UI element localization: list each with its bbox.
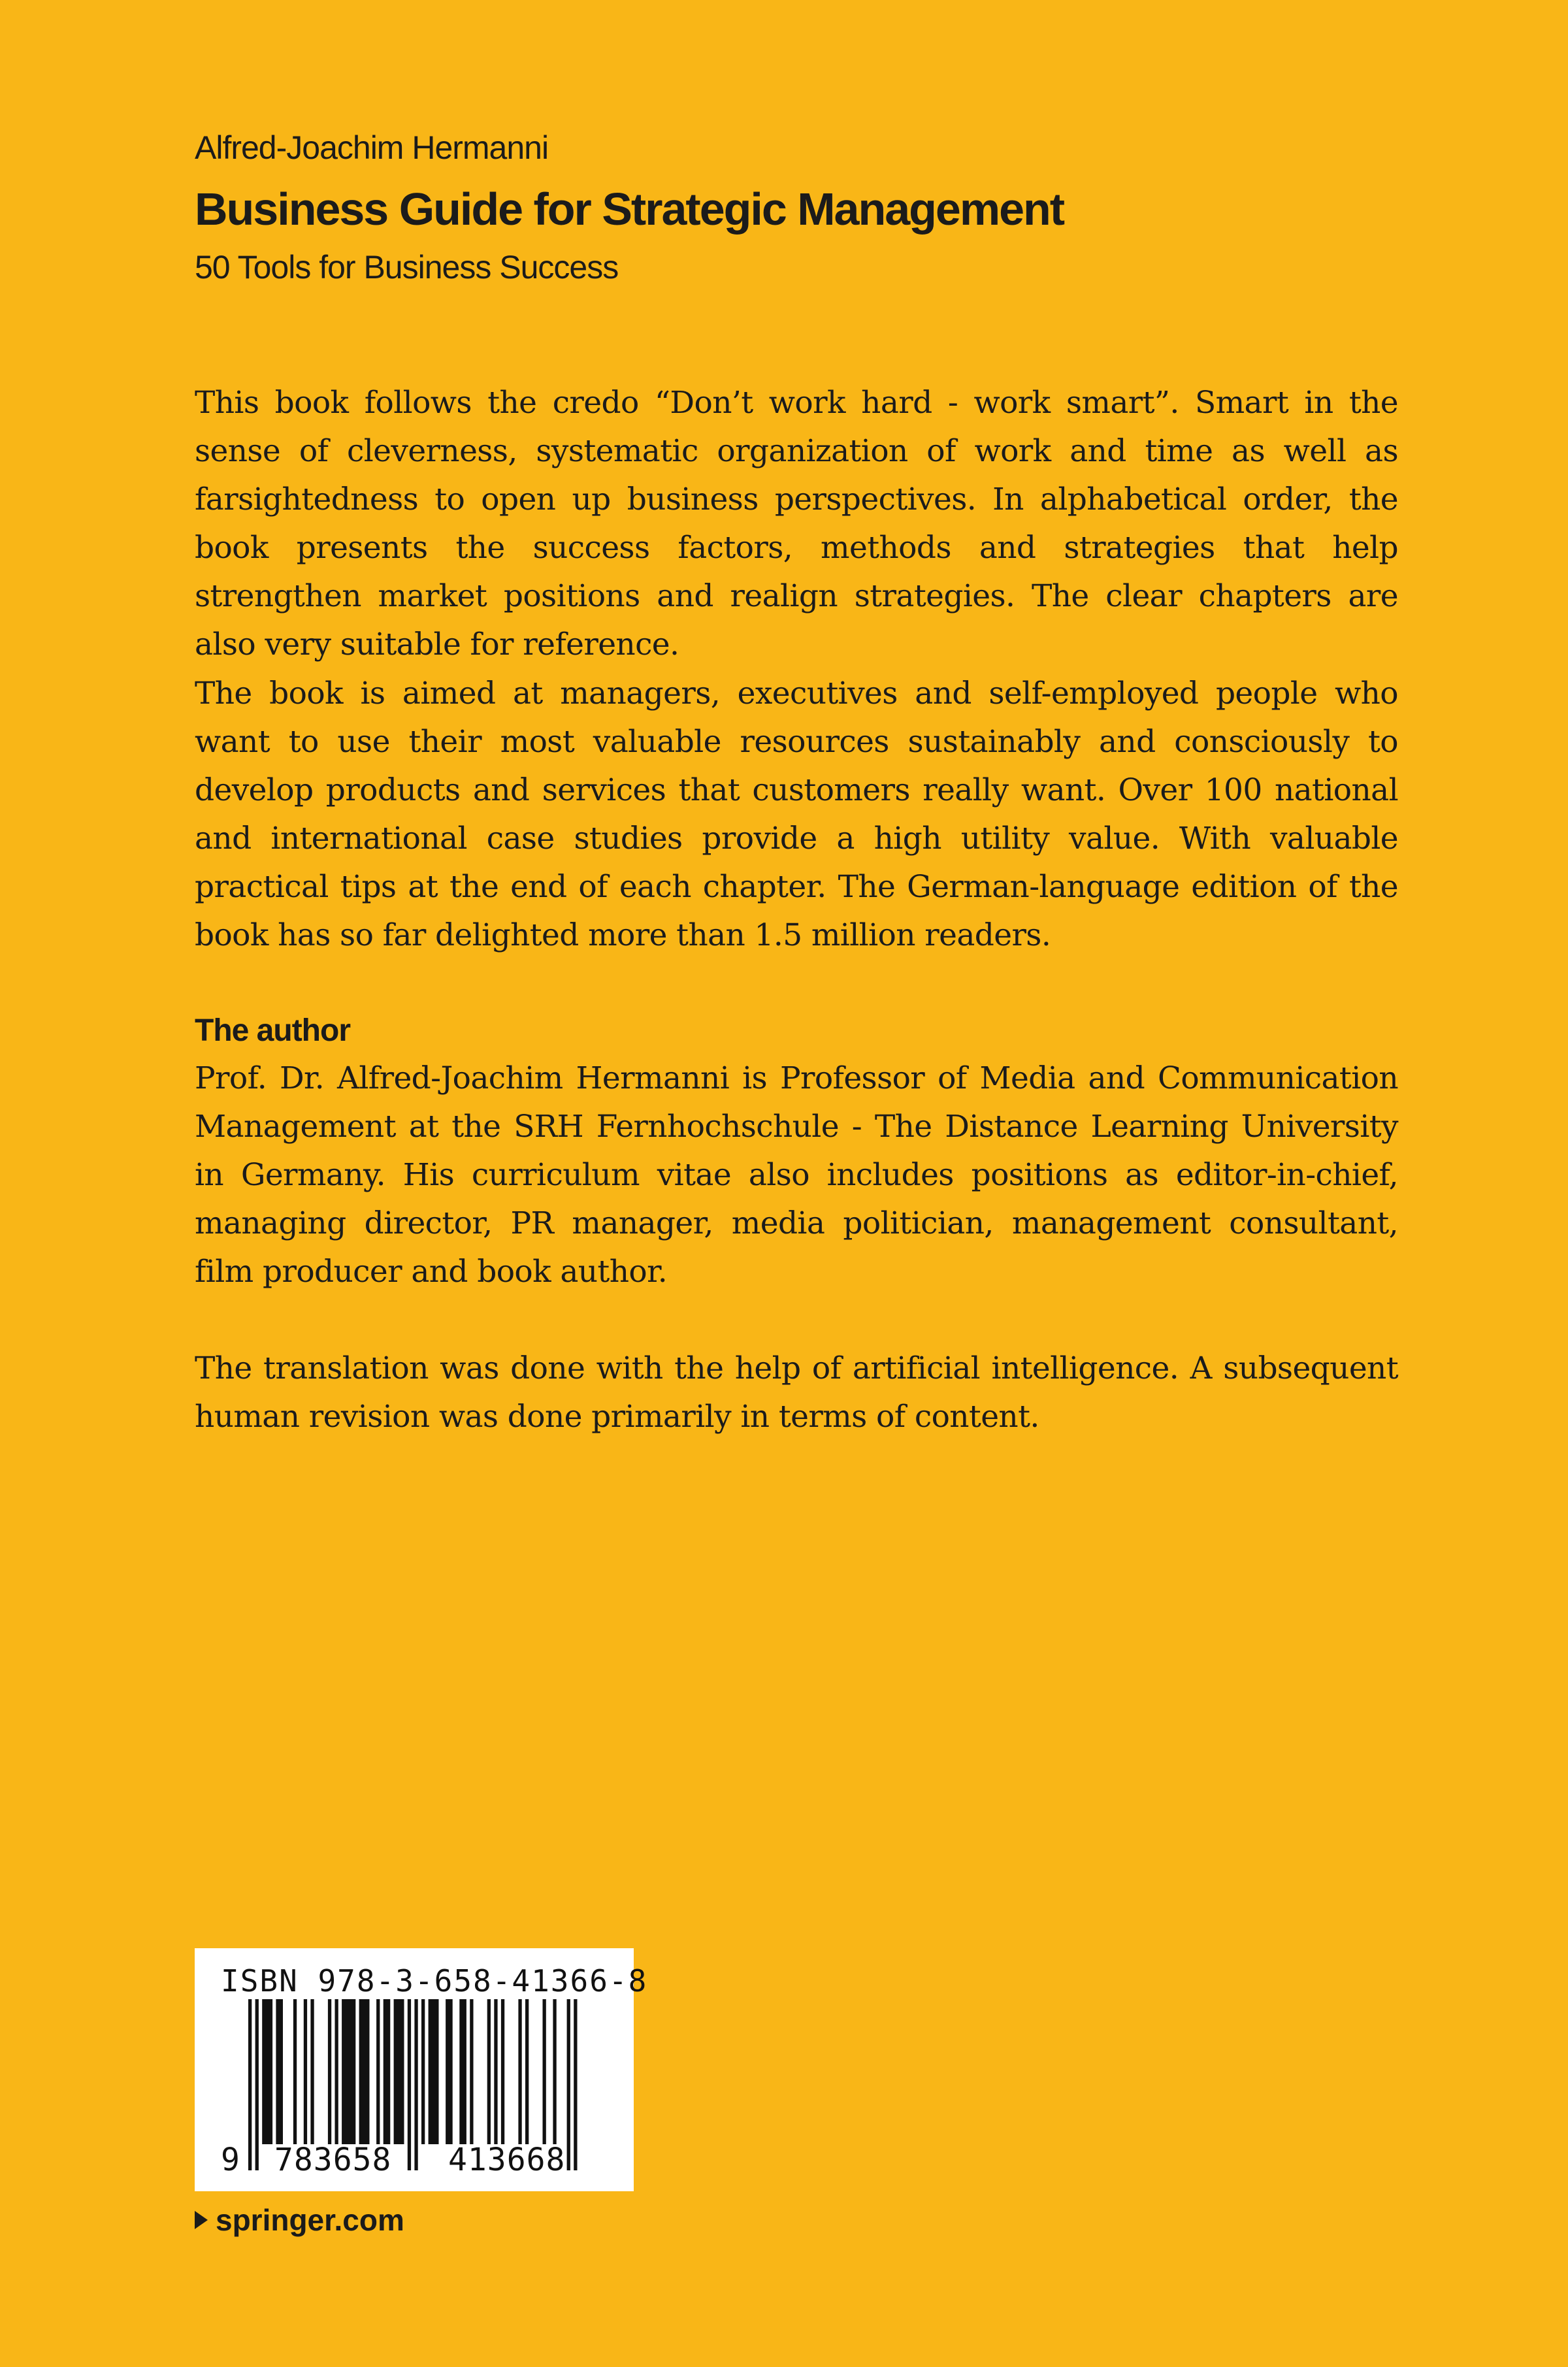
publisher-link[interactable]	[195, 2200, 404, 2240]
barcode-bar	[553, 1999, 556, 2144]
barcode-bar	[276, 1999, 283, 2144]
barcode-bar	[429, 1999, 439, 2144]
description-paragraph: This book follows the credo “Don’t work hard - work smart”. Smart in the sense of cleverness, systematic organization of work and time as well as farsightedness to open up business perspectives. In alphabetical order, the book presents the success factors, methods and strategies that help strengthen market positions and realign strategies. The clear chapters are also very suitable for reference.	[195, 385, 1398, 662]
author-name: Alfred-Joachim Hermanni	[195, 129, 549, 166]
author-bio-paragraph: Prof. Dr. Alfred-Joachim Hermanni is Professor of Media and Communication Management at the SRH Fernhochschule - The Distance Learning University in Germany. His curriculum vitae also includes positions as editor-in-chief, managing director, PR manager, media politician, management consultant, film producer and book author.	[195, 1060, 1398, 1290]
barcode-guard-bar	[567, 1999, 570, 2170]
barcode-bar	[487, 1999, 491, 2144]
barcode-guard-bar	[255, 1999, 259, 2170]
barcode-bar	[342, 1999, 355, 2144]
barcode-bar	[459, 1999, 466, 2144]
isbn-label: ISBN 978-3-658-41366-8	[221, 1963, 648, 1999]
barcode-bars	[195, 1948, 634, 2191]
author-heading: The author	[195, 1013, 350, 1048]
barcode-guard-bar	[248, 1999, 252, 2170]
barcode-guard-bar	[574, 1999, 577, 2170]
barcode-bar	[304, 1999, 307, 2144]
barcode-bar	[525, 1999, 529, 2144]
barcode-bar	[335, 1999, 338, 2144]
barcode-bar	[293, 1999, 297, 2144]
barcode-bar	[494, 1999, 497, 2144]
publisher-link-label: springer.com	[216, 2203, 404, 2237]
barcode-bar	[310, 1999, 314, 2144]
barcode-bar	[446, 1999, 453, 2144]
barcode-bar	[518, 1999, 521, 2144]
book-subtitle: 50 Tools for Business Success	[195, 249, 619, 286]
barcode-digits-left: 783658	[274, 2142, 392, 2178]
barcode-bar	[501, 1999, 504, 2144]
barcode-bar	[421, 1999, 425, 2144]
barcode-guard-bar	[408, 1999, 411, 2170]
barcode-guard-bar	[414, 1999, 417, 2170]
barcode-bar	[359, 1999, 370, 2144]
barcode-bar	[384, 1999, 391, 2144]
translation-note-paragraph: The translation was done with the help of artificial intelligence. A subsequent human revision was done primarily in terms of content.	[195, 1350, 1398, 1435]
barcode-bar	[328, 1999, 331, 2144]
barcode-box	[195, 1948, 648, 2191]
barcode-digit-first: 9	[221, 2142, 240, 2178]
triangle-right-icon	[195, 2211, 208, 2229]
barcode-digits-right: 413668	[448, 2142, 566, 2178]
book-title: Business Guide for Strategic Management	[195, 184, 1064, 235]
barcode-bar	[470, 1999, 473, 2144]
barcode-bar	[262, 1999, 272, 2144]
barcode-bar	[543, 1999, 546, 2144]
barcode-bar	[376, 1999, 380, 2144]
barcode-bar	[394, 1999, 404, 2144]
audience-paragraph: The book is aimed at managers, executives and self-employed people who want to use their most valuable resources sustainably and consciously to develop products and services that customers really want. Over 100 national and international case studies provide a high utility value. With valuable practical tips at the end of each chapter. The German-language edition of the book has so far delighted more than 1.5 million readers.	[195, 676, 1398, 953]
